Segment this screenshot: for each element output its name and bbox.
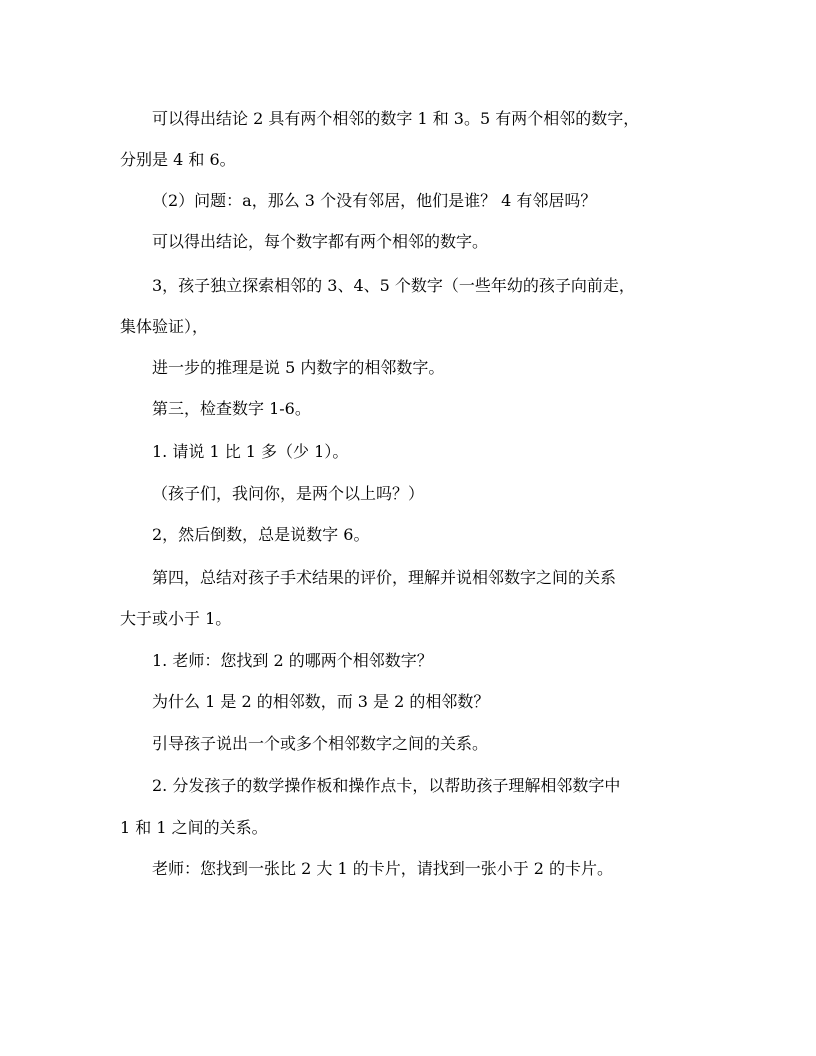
paragraph-line: 为什么 1 是 2 的相邻数，而 3 是 2 的相邻数？ <box>152 692 490 711</box>
paragraph-line: 2. 分发孩子的数学操作板和操作点卡，以帮助孩子理解相邻数字中 <box>152 776 621 795</box>
paragraph-line: 可以得出结论，每个数字都有两个相邻的数字。 <box>152 232 489 251</box>
paragraph-line: 进一步的推理是说 5 内数字的相邻数字。 <box>152 358 445 377</box>
paragraph-line: 分别是 4 和 6。 <box>120 150 236 169</box>
paragraph-line: （孩子们，我问你，是两个以上吗？） <box>152 484 425 503</box>
paragraph-line: 可以得出结论 2 具有两个相邻的数字 1 和 3。5 有两个相邻的数字， <box>152 109 640 128</box>
paragraph-line: 2，然后倒数，总是说数字 6。 <box>152 525 370 544</box>
paragraph-line: 第四，总结对孩子手术结果的评价，理解并说相邻数字之间的关系 <box>152 568 617 587</box>
paragraph-line: 1 和 1 之间的关系。 <box>120 818 268 837</box>
paragraph-line: 1. 老师：您找到 2 的哪两个相邻数字？ <box>152 651 433 670</box>
paragraph-line: 老师：您找到一张比 2 大 1 的卡片，请找到一张小于 2 的卡片。 <box>152 859 614 878</box>
paragraph-line: 引导孩子说出一个或多个相邻数字之间的关系。 <box>152 734 489 753</box>
paragraph-line: 第三，检查数字 1-6。 <box>152 399 311 418</box>
paragraph-line: （2）问题：a，那么 3 个没有邻居，他们是谁？ 4 有邻居吗？ <box>152 191 597 210</box>
paragraph-line: 3，孩子独立探索相邻的 3、4、5 个数字（一些年幼的孩子向前走， <box>152 276 635 295</box>
paragraph-line: 集体验证）， <box>120 317 209 336</box>
paragraph-line: 大于或小于 1。 <box>120 609 232 628</box>
paragraph-line: 1. 请说 1 比 1 多（少 1）。 <box>152 442 349 461</box>
